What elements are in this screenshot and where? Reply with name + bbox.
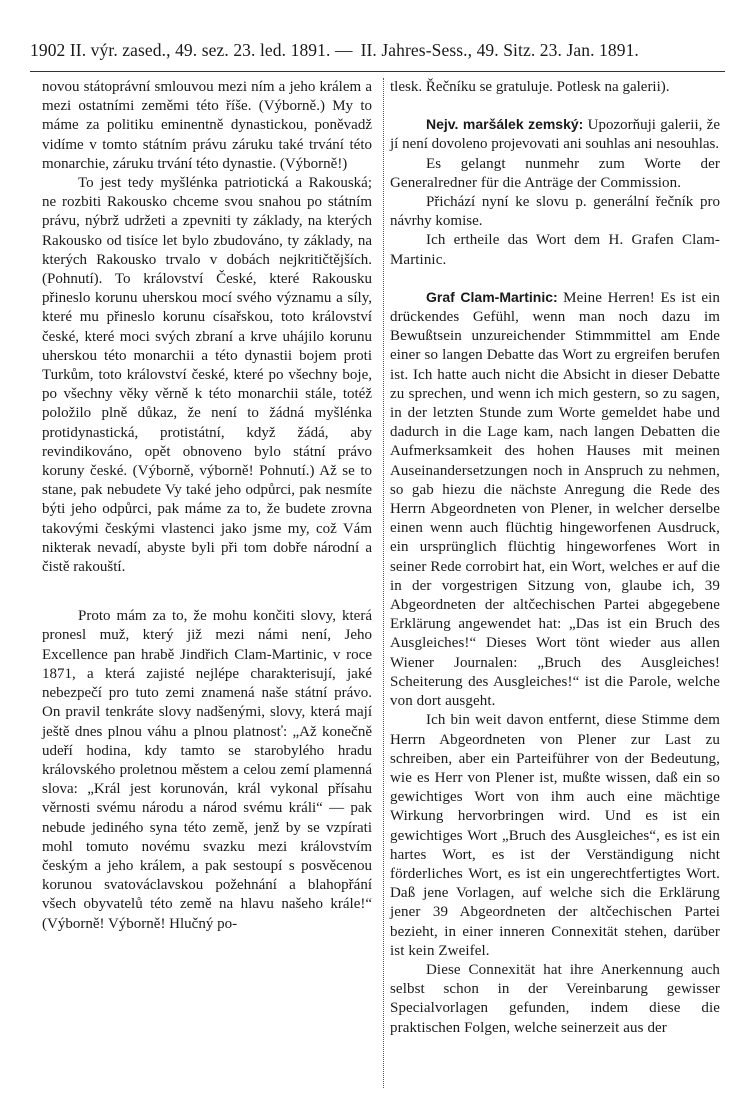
paragraph: Přichází nyní ke slovu p. generální řečník pro návrhy komise. (390, 194, 720, 230)
column-separator (383, 78, 384, 1088)
header-german: II. Jahres-Sess., 49. Sitz. 23. Jan. 1891. (360, 40, 639, 60)
paragraph: tlesk. Řečníku se gratuluje. Potlesk na galerii). (390, 79, 670, 95)
speaker-name: Graf Clam-Martinic: (426, 288, 558, 305)
paragraph: novou státoprávní smlouvou mezi ním a jeho králem a mezi ostatními zeměmi této říše. (Výborně.) My to máme za politiku eminentně dynastickou, poněvadž vidíme v tomto státním právu záruku také trvání této monarchie, záruku trvání této dynastie. (Výborně!) (42, 79, 372, 172)
header-rule (30, 71, 725, 72)
speaker-name: Nejv. maršálek zemský: (426, 116, 584, 133)
page-header (30, 40, 725, 72)
paragraph: Es gelangt nunmehr zum Worte der Generalredner für die Anträge der Commission. (390, 155, 720, 191)
right-column (390, 78, 720, 1038)
paragraph-gap (42, 577, 372, 607)
speech-paragraph (390, 288, 720, 711)
speech-text: Upozorňuji galerii, že jí není dovoleno projevovati ani souhlas ani nesouhlas. (390, 117, 720, 153)
paragraph-gap (390, 270, 720, 288)
paragraph-gap (390, 97, 720, 115)
header-czech: 1902 II. výr. zased., 49. sez. 23. led. 1891. — (30, 40, 353, 60)
speech-text: Meine Herren! Es ist ein drückendes Gefühl, wenn man noch dazu im Bewußtsein unzureichender Stimmmittel am Ende einer so langen Debatte das Wort zu ergreifen berufen ist. Ich hatte auch nicht die Absicht in dieser Debatte zu sprechen, und wenn ich mich gestern, so zu sagen, in der letzten Stunde zum Worte gemeldet habe und dadurch in die Lage kam, nach langen Debatten die Aufmerksamkeit des hohen Hauses mit meinen Auseinandersetzungen noch in Anspruch zu nehmen, so gab hiezu die nächste Anregung die Rede des Herrn Abgeordneten von Plener, in welcher derselbe einen wenn auch flüchtig hingeworfenen Ausdruck, ein ursprünglich flüchtig hingeworfenes Wort in seiner Rede corrobirt hat, ein Wort, welches er auf die in der vorgestrigen Sitzung von, glaube ich, 39 Abgeordneten der altčechischen Partei abgegebene Erklärung angewendet hat: „Das ist ein Bruch des Ausgleiches!“ Dieses Wort tönt wieder aus allen Wiener Journalen: „Bruch des Ausgleiches! Scheiterung des Ausgleiches!“ ist die Parole, welche von dort ausgeht. (390, 289, 720, 710)
paragraph: Ich ertheile das Wort dem H. Grafen Clam-Martinic. (390, 232, 720, 268)
paragraph: Diese Connexität hat ihre Anerkennung auch selbst schon in der Vereinbarung gewisser Specialvorlagen gefunden, indem diese die praktischen Folgen, welche seinerzeit aus der (390, 961, 720, 1036)
left-column (42, 78, 372, 934)
paragraph: To jest tedy myšlénka patriotická a Rakouská; ne rozbiti Rakousko chceme svou snahou po státním právu, nýbrž udržeti a zpevniti ty základy, na kterých Rakousko od tisíce let bylo zbudováno, ty základy, na kterých Rakousko trvalo v dobách nejkritičtějších. (Pohnutí). To království České, které Rakousku přineslo korunu uherskou mocí svého významu a síly, které mu přineslo korunu císařskou, toto království české, které moci svých zbraní a krve uhájilo korunu uherskou této monarchii a této dynastii bojem proti Turkům, toto království české, které po všechny boje, po všechny věky věrně k této monarchii stále, totéž položilo plně důkaz, že není to žádná myšlénka protidynastická, protistátní, když žádá, aby revindikováno, opět obnoveno bylo státní právo koruny české. (Výborně, výborně! Pohnutí.) Až se to stane, pak nebudete Vy také jeho odpůrci, pak nesmíte býti jeho odpůrci, pak máme za to, že budete zrovna takovými českými vlastenci jako jsme my, což Vám nikterak nevadí, abyste byli při tom dobře národní a čistě rakouští. (42, 175, 372, 576)
speech-paragraph (390, 115, 720, 154)
paragraph: Ich bin weit davon entfernt, diese Stimme dem Herrn Abgeordneten von Plener zur Last zu schreiben, aber ein Parteiführer von der Bedeutung, wie es Herr von Plener ist, mußte wissen, daß ein so gewichtiges Wort von ihm auch eine mächtige Wirkung hervorbringen wird. Und es ist ein gewichtiges Wort „Bruch des Ausgleiches“, es ist ein hartes Wort, es ist der Verständigung nicht förderliches Wort, es ist ein ungerechtfertigtes Wort. Daß jene Vorlagen, auf welche sich die Erklärung jener 39 Abgeordneten der altčechischen Partei bezieht, in einer inneren Connexität stehen, darüber ist kein Zweifel. (390, 712, 720, 959)
paragraph: Proto mám za to, že mohu končiti slovy, která pronesl muž, který již mezi námi není, Jeho Excellence pan hrabě Jindřich Clam-Martinic, v roce 1871, a která zajisté nejlépe charakterisují, jaké nebezpečí pro tuto zemi znamená naše státní právo. On pravil tenkráte slovy nadšenými, slovy, která mají ještě dnes plnou váhu a plnou platnosť: „Až konečně udeří hodina, kdy tamto se starobylého hradu královského proletnou městem a celou zemí plamenná slova: „Král jest korunován, král vykonal přísahu věrnosti svému národu a národ svému králi“ — pak nebude jediného syna této země, jenž by se vzpírati mohl tomuto novému svazku mezi královstvím českým a jeho králem, a pak sestoupí s posvěcenou korunou svatováclavskou požehnání a blahopřání všech obyvatelů této země na hlavu našeho krále!“ (Výborně! Výborně! Hlučný po- (42, 608, 372, 932)
